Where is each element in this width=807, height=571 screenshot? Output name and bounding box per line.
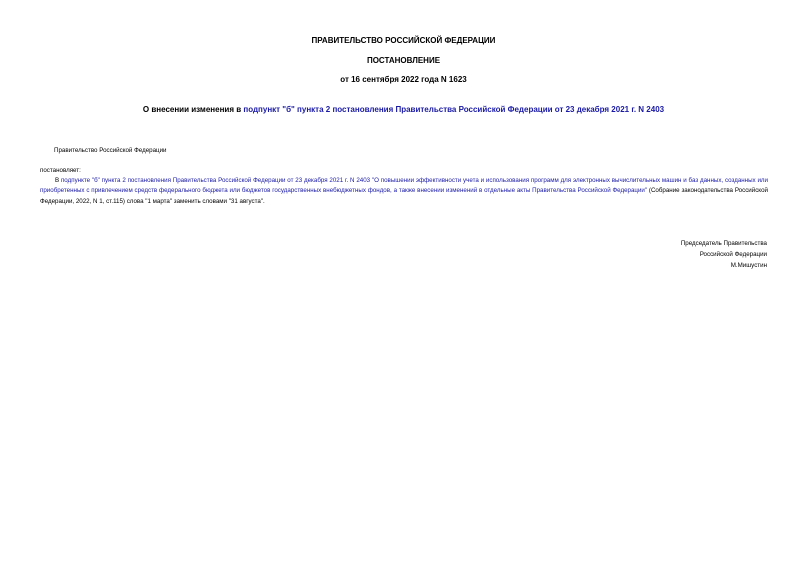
- date-number-heading: от 16 сентября 2022 года N 1623: [340, 75, 467, 84]
- body-paragraph: [40, 176, 768, 207]
- paragraph-prefix: В: [55, 177, 61, 184]
- paragraph-link[interactable]: подпункте "б" пункта 2 постановления Правительства Российской Федерации от 23 декабря 2021 г. N 2403 "О повышении эффективности учета и использования программ для электронных вычислительных машин и баз данных, созданных или приобретенных с привлечением средств федерального бюджета или бюджетов государственных внебюджетных фондов, а также внесении изменений в отдельные акты Правительства Российской Федерации": [40, 177, 768, 195]
- signature-position: Председатель Правительства: [680, 240, 767, 247]
- signature-organization: Российской Федерации: [699, 251, 767, 258]
- signature-name: М.Мишустин: [730, 262, 767, 269]
- signature-block: [681, 238, 767, 271]
- government-heading: ПРАВИТЕЛЬСТВО РОССИЙСКОЙ ФЕДЕРАЦИИ: [311, 36, 496, 45]
- document-title: [0, 105, 807, 115]
- document-type-heading: ПОСТАНОВЛЕНИЕ: [366, 56, 441, 65]
- intro-text: Правительство Российской Федерации: [54, 147, 167, 154]
- decrees-text: постановляет:: [40, 167, 81, 174]
- title-link[interactable]: подпункт "б" пункта 2 постановления Правительства Российской Федерации от 23 декабря 2021 г. N 2403: [243, 105, 665, 114]
- title-prefix: О внесении изменения в: [142, 105, 244, 114]
- paragraph-suffix: (Собрание законодательства Российской Федерации, 2022, N 1, ст.115) слова "1 марта" заменить словами "31 августа".: [40, 187, 768, 205]
